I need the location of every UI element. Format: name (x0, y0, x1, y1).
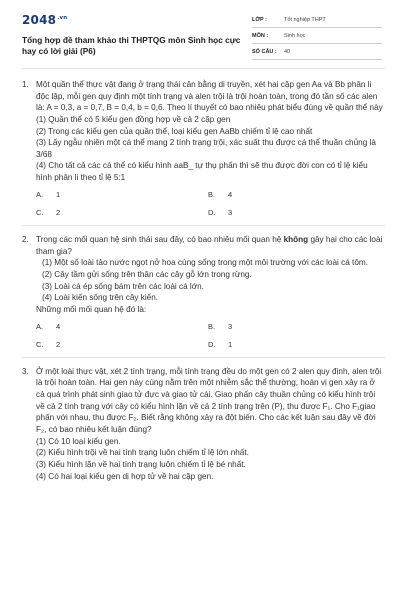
answer-choice-c[interactable]: C. 2 (36, 208, 61, 218)
statement: (4) Loài kiến sống trên cây kiến. (42, 293, 159, 303)
answer-choice-c[interactable]: C. 2 (36, 340, 61, 350)
statement: (1) Có 10 loại kiểu gen. (36, 436, 121, 446)
question-body (36, 79, 385, 184)
question-prompt: Những mối mối quan hệ đó là: (36, 304, 147, 314)
answer-choice-a[interactable]: A. 1 (36, 189, 61, 199)
question-stem: Trong các mối quan hệ sinh thái sau đây, có bao nhiêu mối quan hệ không gây hại cho các loài tham gia? (36, 235, 383, 256)
question-stem: Một quần thể thực vật đang ở trạng thái cân bằng di truyền, xét hai cặp gen Aa và Bb phân li độc lập, mỗi gen quy định một tính trạng và alen trội là trội hoàn toàn, trong đó tần số các alen là: A = 0,3, a = 0,7, B = 0,4, b = 0,6. Theo lí thuyết có bao nhiêu phát biểu đúng về quần thể này (36, 80, 383, 113)
answer-choices (22, 322, 385, 351)
statement: (2) Cây tầm gửi sống trên thân các cây gỗ lớn trong rừng. (42, 269, 252, 279)
meta-class-row (252, 14, 382, 28)
meta-value: Sinh học (284, 33, 306, 40)
question-item (22, 68, 385, 226)
meta-subject-row (252, 30, 382, 44)
statement: (3) Lấy ngẫu nhiên một cá thể mang 2 tính trạng trội, xác suất thu được cá thể thuần chủng là 3/68 (36, 138, 376, 159)
statement: (3) Loài cá ép sống bám trên các loài cá lớn. (42, 281, 204, 291)
emphasis-text: không (283, 235, 309, 245)
question-item (22, 358, 385, 488)
meta-value: Tốt nghiệp THPT (284, 17, 326, 24)
question-item (22, 226, 385, 358)
statement: (4) Cho tất cả các cá thể có kiểu hình aaB_ tự thụ phấn thì sẽ thu được đời con có tỉ lệ kiểu hình phân li theo tỉ lệ 5:1 (36, 161, 368, 183)
answer-choice-d[interactable]: D. 1 (208, 340, 233, 350)
answer-choice-d[interactable]: D. 3 (208, 208, 233, 218)
answer-choices (22, 190, 385, 219)
answer-choice-a[interactable]: A. 4 (36, 321, 61, 331)
question-body (36, 366, 385, 482)
statement: (2) Trong các kiểu gen của quần thể, loại kiểu gen AaBb chiếm tỉ lệ cao nhất (36, 126, 313, 136)
document-meta (252, 14, 382, 62)
question-list (0, 68, 400, 488)
question-body (36, 234, 385, 315)
question-number: 3. (22, 366, 29, 376)
statement: (2) Kiểu hình trội về hai tính trạng luôn chiếm tỉ lệ lớn nhất. (36, 448, 249, 458)
document-title: Tổng hợp đề tham khảo thi THPTQG môn Sinh học cực hay có lời giải (P6) (22, 35, 241, 57)
meta-label: SỐ CÂU : (252, 49, 277, 56)
answer-choice-b[interactable]: B. 3 (208, 321, 233, 331)
meta-count-row (252, 46, 382, 60)
question-stem: Ở một loài thực vật, xét 2 tính trạng, mỗi tính trạng đều do một gen có 2 alen quy định, alen trội là trội hoàn toàn. Hai gen này cùng nằm trên một nhiễm sắc thể thường, hoán vị gen xảy ra ở cả quá trình phát sinh giao tử đực và giao tử cái. Giao phấn cây thuần chủng có kiểu hình trội về cả 2 tính trạng với cây có kiểu hình lặn về cả 2 tính trạng trên (P), thu được F₁. Cho F₁giao phấn với nhau, thu được F₂. Biết rằng không xảy ra đột biến. Cho các kết luận sau đây về đời F₂, có bao nhiêu kết luận đúng? (36, 366, 382, 435)
statement: (1) Quần thể có 5 kiểu gen đồng hợp về cả 2 cặp gen (36, 114, 231, 124)
meta-value: 40 (284, 49, 291, 56)
answer-choice-b[interactable]: B. 4 (208, 189, 233, 199)
question-number: 1. (22, 80, 29, 89)
site-logo[interactable]: $2048^{.vn}$ (22, 13, 68, 27)
question-number: 2. (22, 235, 29, 245)
statement: (1) Một số loài tảo nước ngọt nở hoa cùng sống trong một môi trường với các loài cá tôm. (42, 258, 368, 268)
meta-label: LỚP : (252, 17, 267, 24)
statement: (4) Có hai loại kiểu gen dị hợp tử về hai cặp gen. (36, 471, 214, 481)
meta-label: MÔN : (252, 33, 269, 40)
document-header (0, 0, 400, 68)
statement: (3) Kiểu hình lặn về hai tính trạng luôn chiếm tỉ lệ bé nhất. (36, 459, 246, 469)
